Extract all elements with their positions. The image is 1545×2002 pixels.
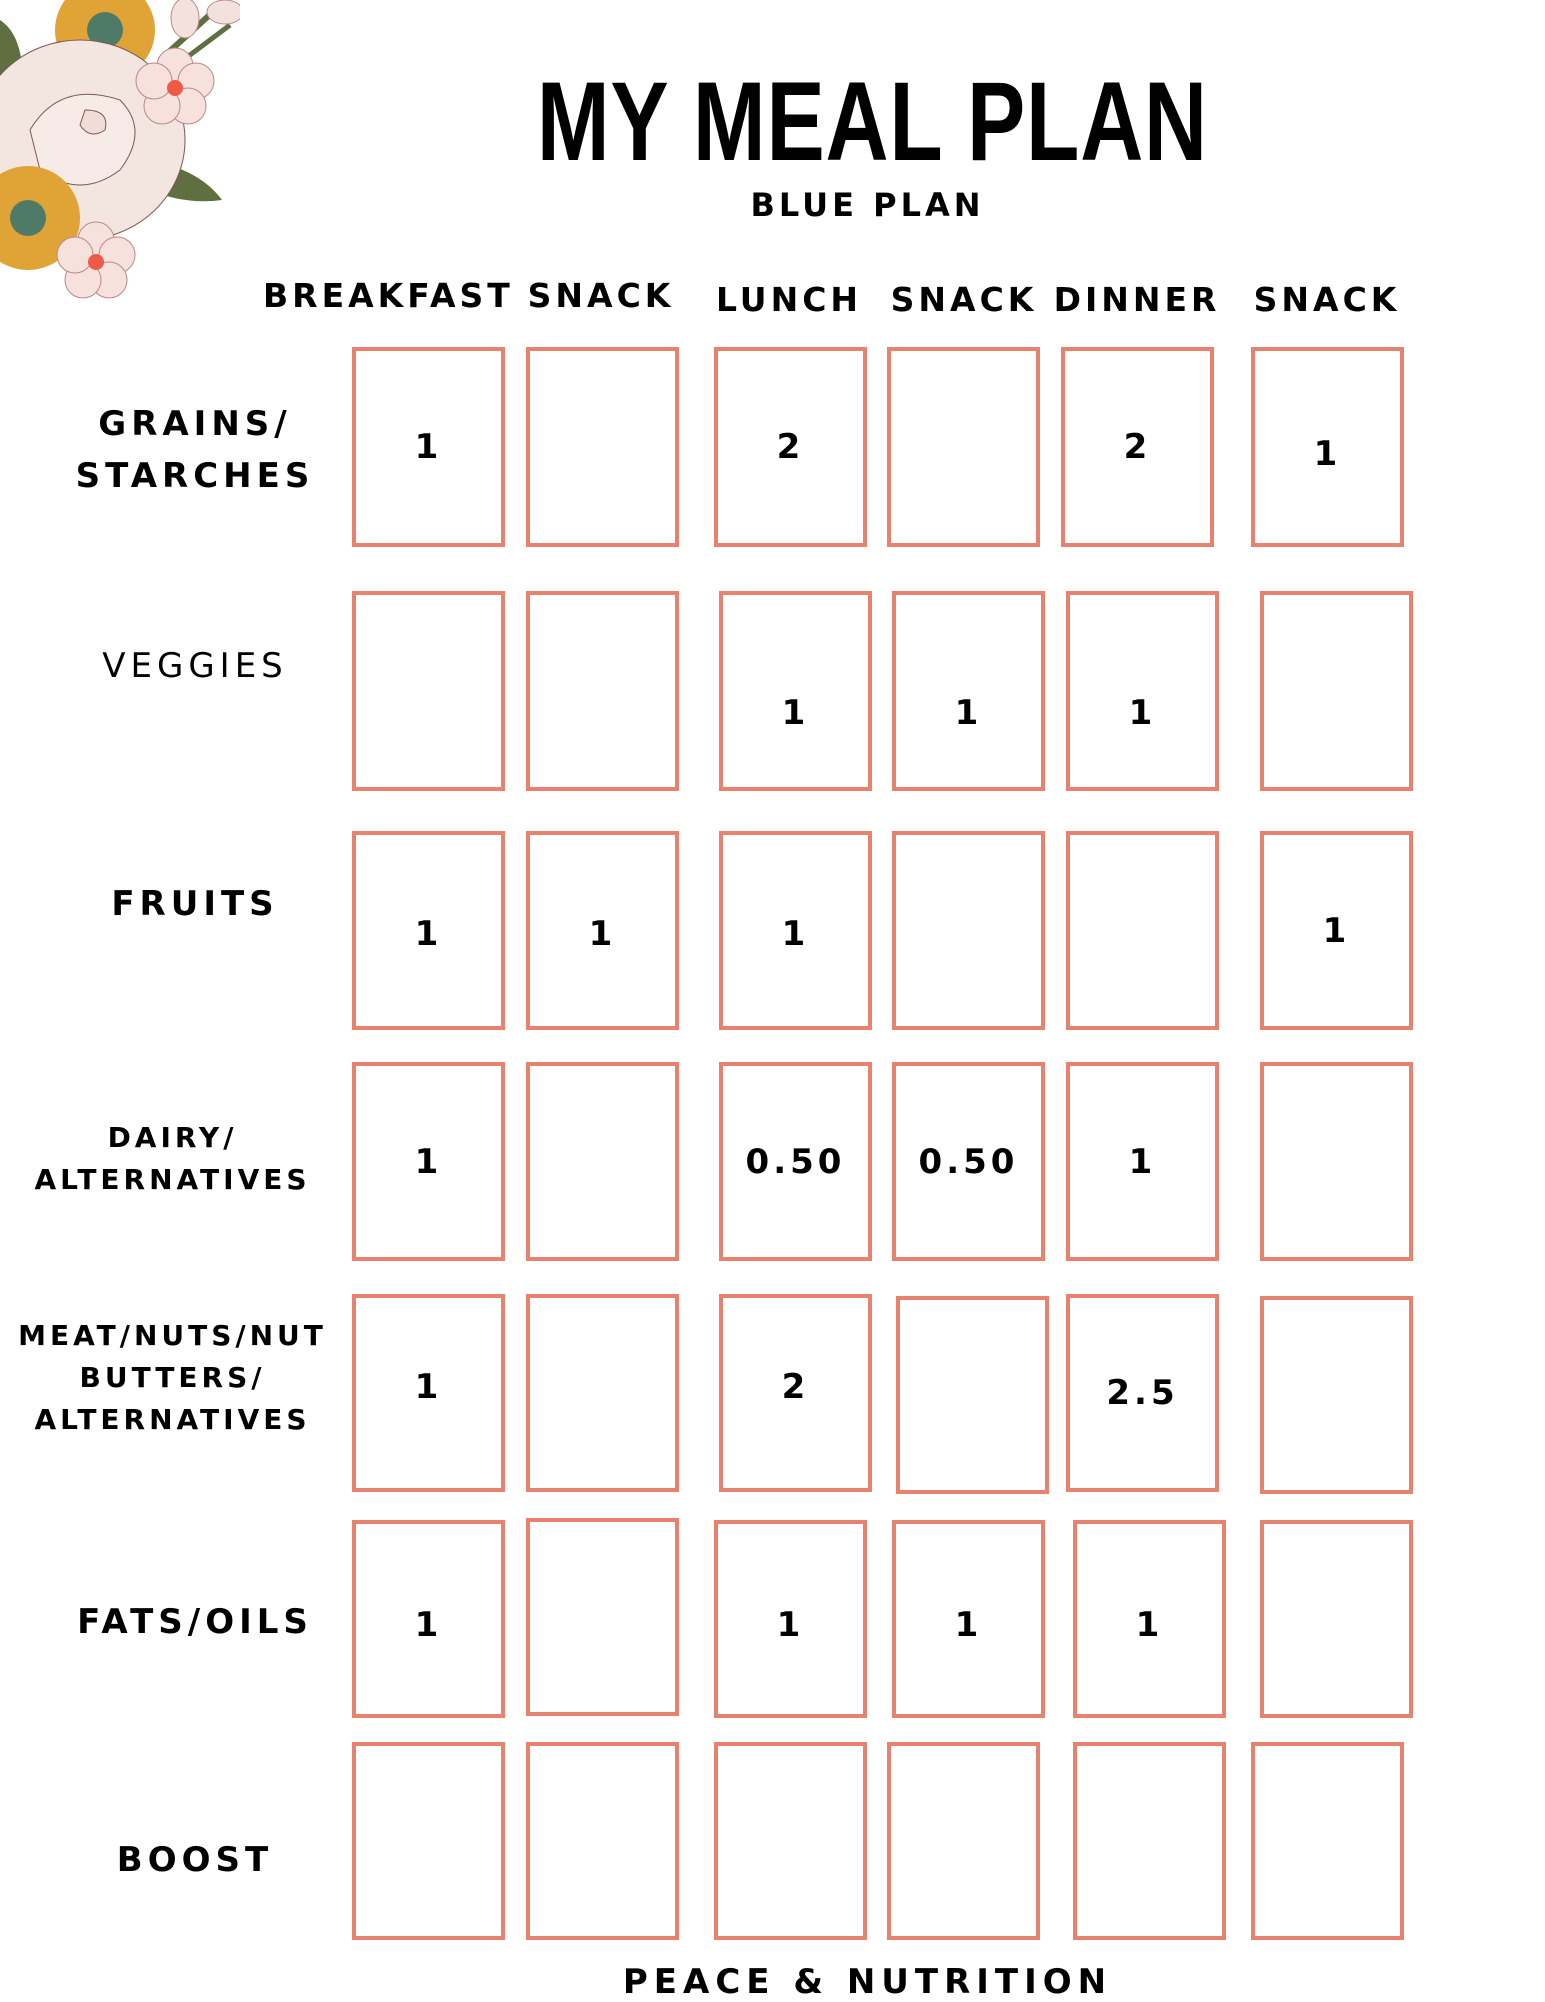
page-subtitle: BLUE PLAN [750,186,985,224]
row-label-line: BUTTERS/ [79,1361,266,1394]
page-title: MY MEAL PLAN [536,59,1208,184]
serving-box[interactable]: 1 [1260,831,1413,1030]
serving-box[interactable] [1073,1742,1226,1940]
row-label-line: GRAINS/ [98,404,292,444]
serving-box[interactable]: 2 [1061,347,1214,547]
row-label-line: VEGGIES [102,646,288,686]
serving-box[interactable] [714,1742,867,1940]
row-label-veggies [0,640,390,692]
serving-box[interactable] [1066,831,1219,1030]
serving-box[interactable]: 0.50 [892,1062,1045,1261]
serving-box[interactable]: 1 [352,347,505,547]
serving-box[interactable]: 1 [352,1294,505,1492]
serving-box[interactable] [887,1742,1040,1940]
serving-box[interactable]: 1 [1073,1520,1226,1718]
row-label-line: FATS/OILS [77,1602,313,1642]
row-label-line: STARCHES [75,456,315,496]
serving-box[interactable] [526,1062,679,1261]
column-header-snack-2: SNACK [890,280,1038,319]
serving-box[interactable] [352,591,505,791]
row-label-line: ALTERNATIVES [34,1163,311,1196]
row-label-line: MEAT/NUTS/NUT [18,1319,327,1352]
serving-box[interactable] [1260,1520,1413,1718]
row-label-dairy-alternatives [0,1117,345,1201]
serving-box[interactable]: 1 [352,1062,505,1261]
serving-box[interactable]: 1 [1251,347,1404,547]
serving-box[interactable]: 2 [719,1294,872,1492]
serving-box[interactable]: 1 [719,591,872,791]
serving-box[interactable]: 1 [1066,1062,1219,1261]
row-label-line: BOOST [116,1840,274,1880]
serving-box[interactable] [1260,1062,1413,1261]
serving-box[interactable] [526,1294,679,1492]
serving-box[interactable]: 1 [352,1520,505,1718]
column-header-snack-3: SNACK [1253,280,1401,319]
column-header-snack-1: SNACK [527,276,675,315]
serving-box[interactable]: 1 [352,831,505,1030]
serving-box[interactable]: 1 [892,1520,1045,1718]
serving-box[interactable]: 0.50 [719,1062,872,1261]
serving-box[interactable] [1251,1742,1404,1940]
row-label-boost [0,1834,390,1886]
column-header-breakfast: BREAKFAST [263,276,514,315]
serving-box[interactable]: 1 [719,831,872,1030]
serving-box[interactable] [892,831,1045,1030]
serving-box[interactable] [526,347,679,547]
row-label-meat-nuts-alternatives [0,1315,345,1441]
serving-box[interactable]: 1 [714,1520,867,1718]
serving-box[interactable] [526,1518,679,1716]
serving-box[interactable] [1260,1296,1413,1494]
row-label-line: DAIRY/ [107,1121,238,1154]
serving-box[interactable]: 2.5 [1066,1294,1219,1492]
footer-brand: PEACE & NUTRITION [622,1962,1113,2002]
serving-box[interactable]: 1 [526,831,679,1030]
serving-box[interactable] [352,1742,505,1940]
serving-box[interactable]: 1 [892,591,1045,791]
row-label-fats-oils [0,1596,390,1648]
column-header-dinner: DINNER [1053,280,1221,319]
row-label-line: FRUITS [111,884,279,924]
row-label-grains-starches [0,400,390,500]
row-label-line: ALTERNATIVES [34,1403,311,1436]
serving-box[interactable]: 1 [1066,591,1219,791]
column-header-lunch: LUNCH [715,280,863,319]
serving-box[interactable] [896,1296,1049,1494]
serving-box[interactable] [887,347,1040,547]
serving-box[interactable]: 2 [714,347,867,547]
row-label-fruits [0,878,390,930]
serving-box[interactable] [526,1742,679,1940]
serving-box[interactable] [1260,591,1413,791]
serving-box[interactable] [526,591,679,791]
